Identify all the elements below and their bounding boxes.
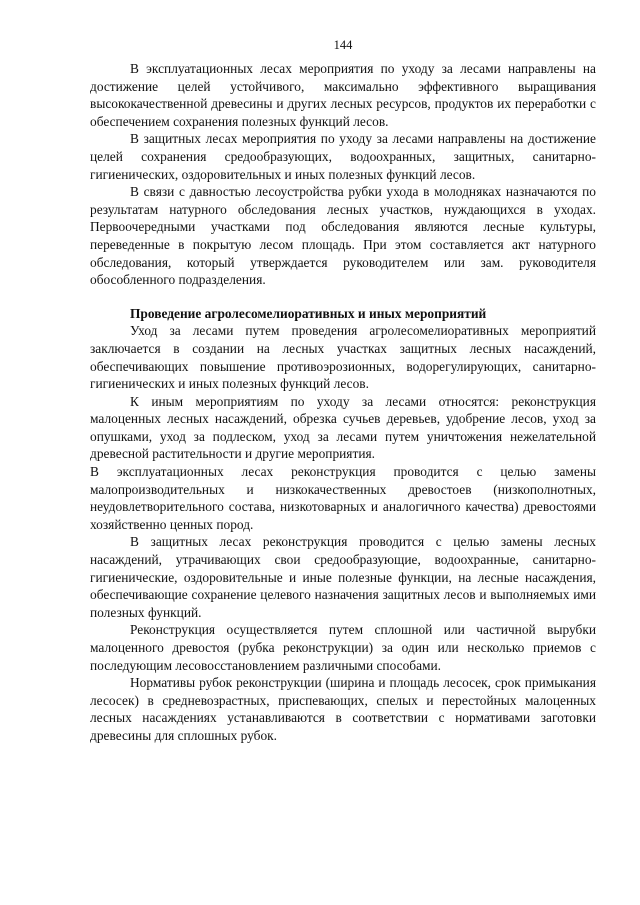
paragraph-reconstruction-norms: Нормативы рубок реконструкции (ширина и площадь лесосек, срок примыкания лесосек) в средневозрастных, приспевающих, спелых и перестойных малоценных лесных насаждениях устанавливаются в соответствии с нормативами заготовки древесины для сплошных рубок. <box>90 675 596 743</box>
paragraph-agroforestry-care: Уход за лесами путем проведения агролесомелиоративных мероприятий заключается в создании на лесных участках защитных лесных насаждений, обеспечивающих повышение противоэрозионных, водорегулирующих, санитарно-гигиенических и иных полезных функций лесов. <box>90 323 596 392</box>
paragraph-exploitation-forests: В эксплуатационных лесах мероприятия по уходу за лесами направлены на достижение целей устойчивого, максимально эффективного выращивания высококачественной древесины и других лесных ресурсов, продуктов их переработки с обеспечением сохранения полезных функций лесов. <box>90 61 596 129</box>
paragraph-other-measures: К иным мероприятиям по уходу за лесами относятся: реконструкция малоценных лесных насаждений, обрезка сучьев деревьев, удобрение лесов, уход за опушками, уход за подлеском, уход за лесами путем уничтожения нежелательной древесной растительности и другие мероприятия. <box>90 393 596 462</box>
paragraph-reconstruction-method: Реконструкция осуществляется путем сплошной или частичной вырубки малоценного древостоя (рубка реконструкции) за один или несколько приемов с последующим лесовосстановлением различными способами. <box>90 622 596 673</box>
paragraph-protective-forests: В защитных лесах мероприятия по уходу за лесами направлены на достижение целей сохранения средообразующих, водоохранных, защитных, санитарно-гигиенических, оздоровительных и иных полезных функций лесов. <box>90 131 596 182</box>
section-heading: Проведение агролесомелиоративных и иных мероприятий <box>130 305 487 321</box>
page-number: 144 <box>333 38 353 52</box>
paragraph-young-stands-thinning: В связи с давностью лесоустройства рубки ухода в молодняках назначаются по результатам натурного обследования лесных участков, нуждающихся в уходах. Первоочередными участками под обследования являются лесные культуры, переведенные в покрытую лесом площадь. При этом составляется акт натурного обследования, который утверждается руководителем или зам. руководителя обособленного подразделения. <box>90 184 596 288</box>
paragraph-reconstruction-protective: В защитных лесах реконструкция проводится с целью замены лесных насаждений, утрачивающих свои средообразующие, водоохранные, санитарно-гигиенические, оздоровительные и иные полезные функции, на лесные насаждения, обеспечивающие сохранение целевого назначения защитных лесов и выполняемых ими полезных функций. <box>90 534 596 620</box>
document-page <box>90 36 596 745</box>
paragraph-reconstruction-exploitation: В эксплуатационных лесах реконструкция проводится с целью замены малопроизводительных и низкокачественных древостоев (низкополнотных, неудовлетворительного состава, низкотоварных и аналогичного качества) древостоями хозяйственно ценных пород. <box>90 464 596 532</box>
